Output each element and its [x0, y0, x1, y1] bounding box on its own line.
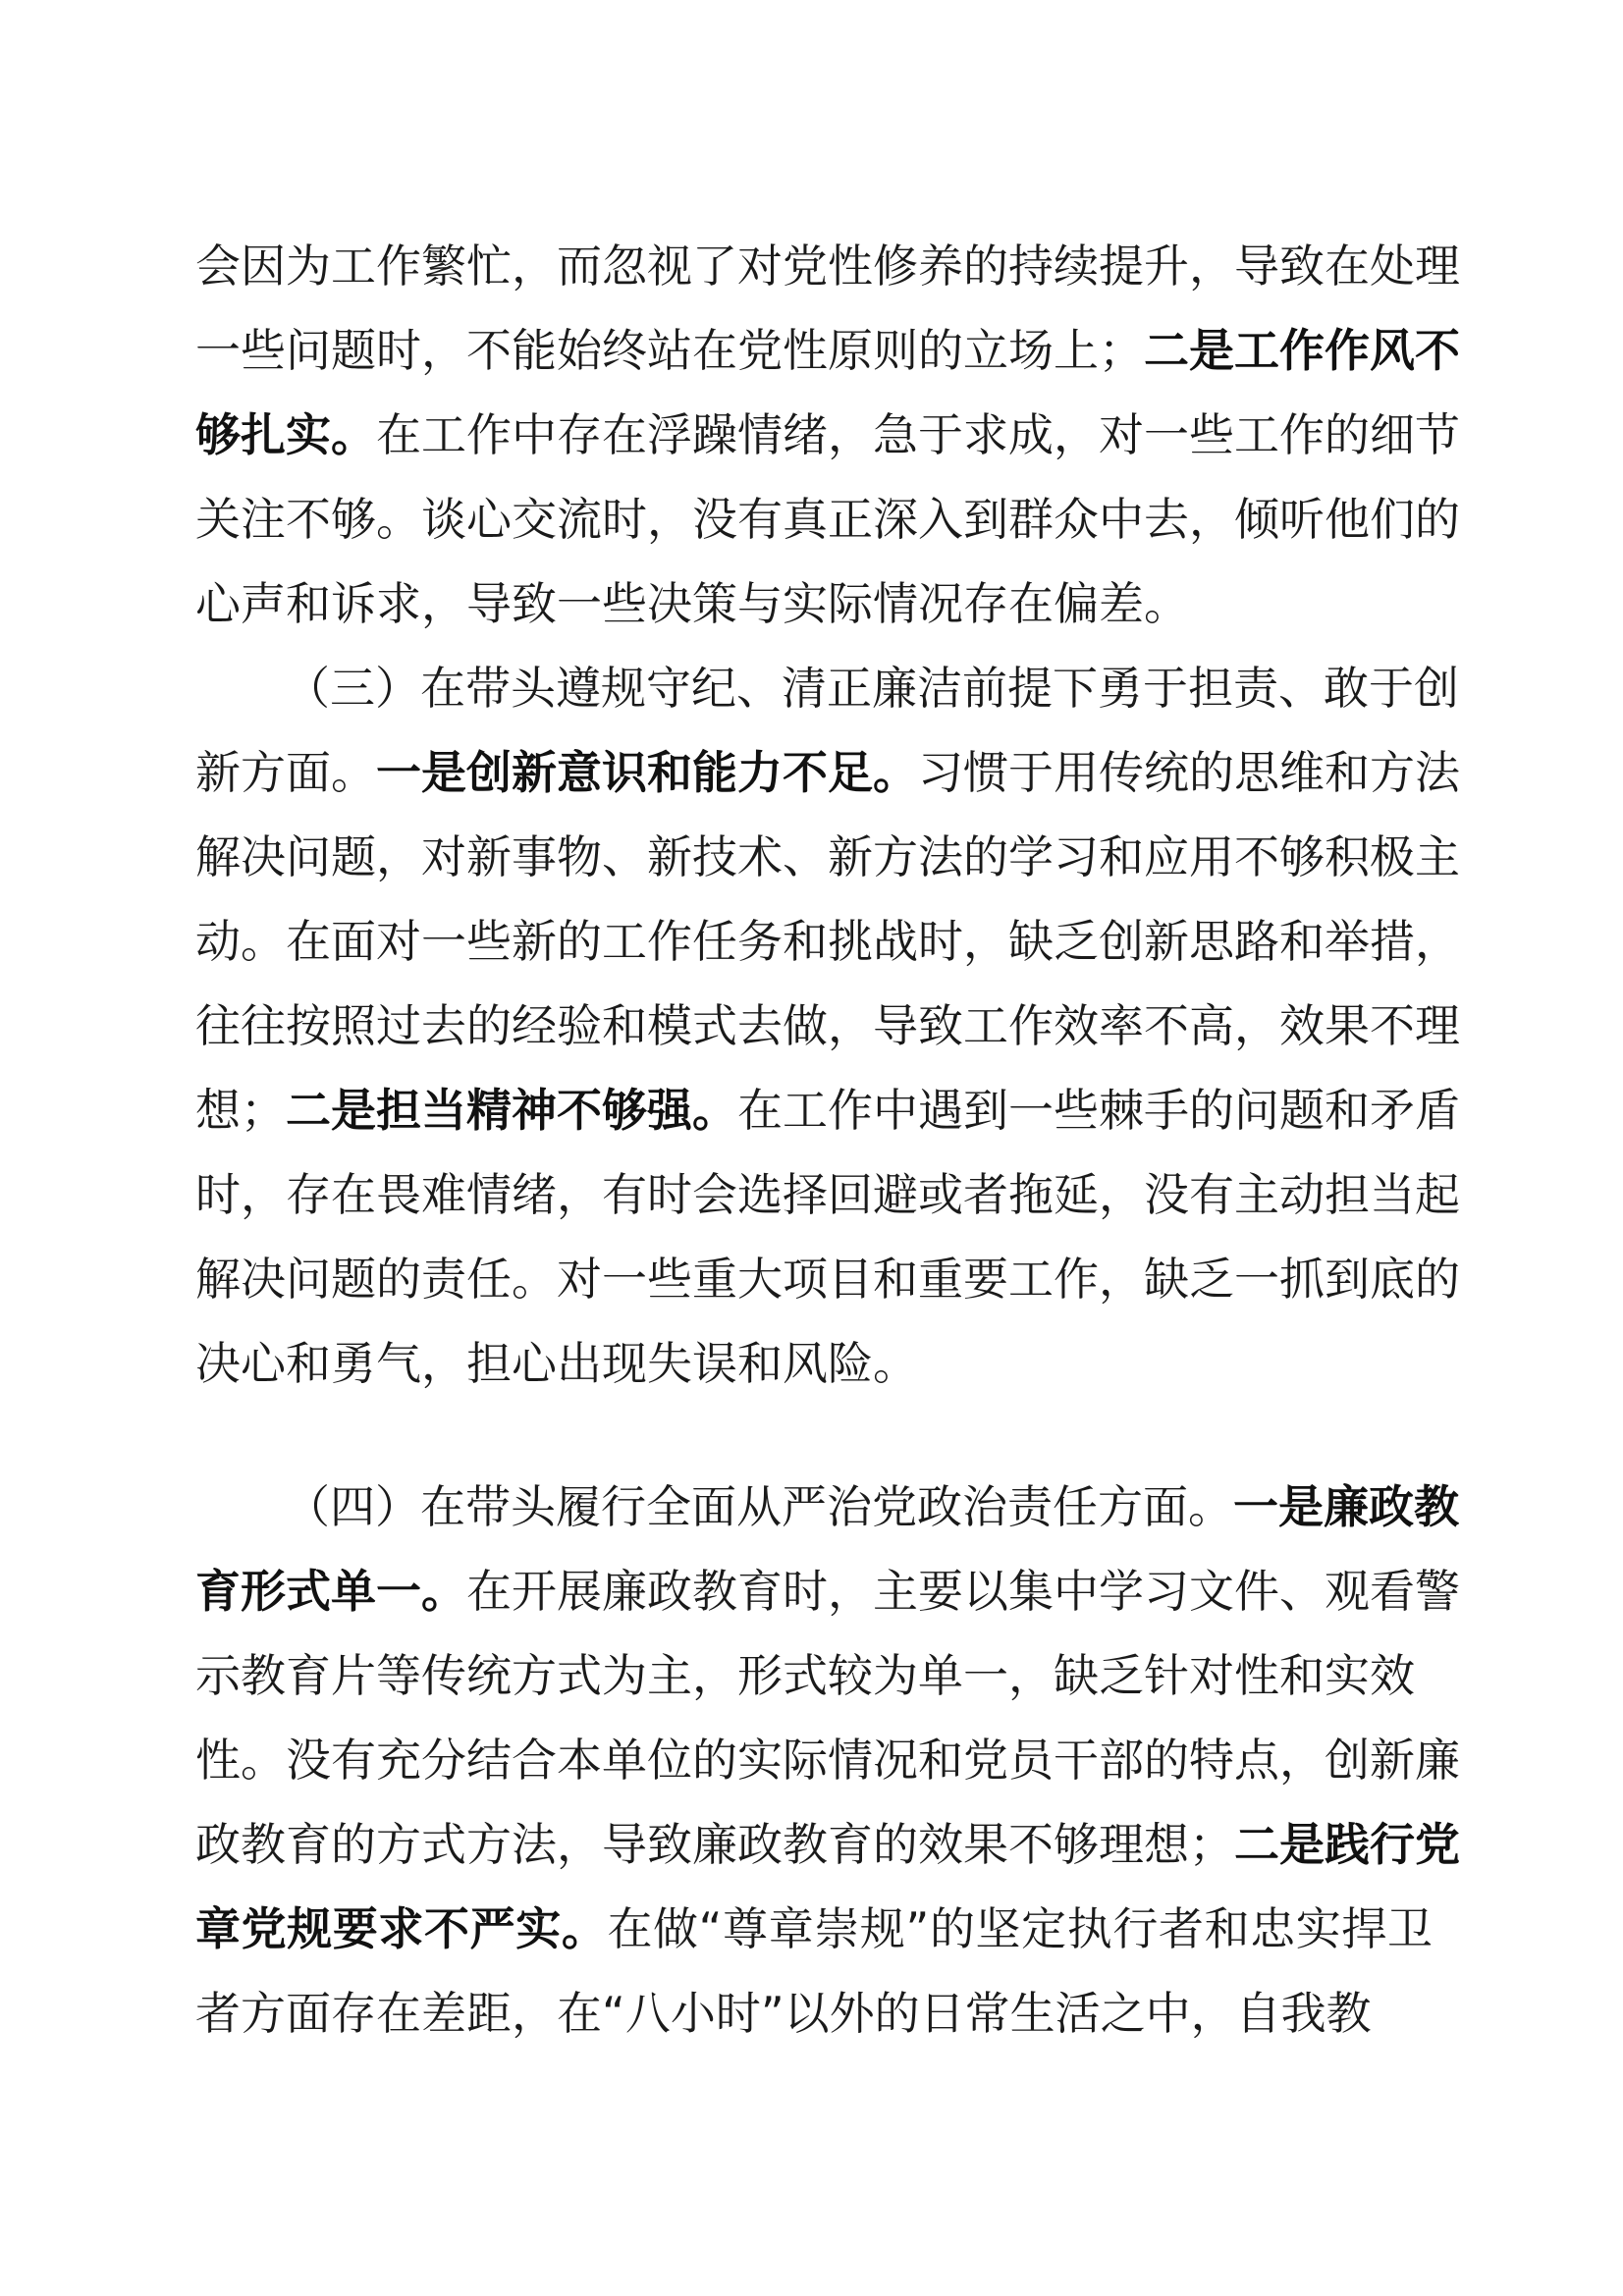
text-line — [195, 224, 1460, 308]
text-run: 会因为工作繁忙，而忽视了对党性修养的持续提升，导致在处理 — [195, 240, 1460, 293]
text-line — [195, 308, 1460, 393]
text-line — [195, 1068, 1460, 1152]
text-run: 在工作中遇到一些棘手的问题和矛盾 — [737, 1084, 1460, 1137]
text-line — [195, 1152, 1460, 1237]
bold-run: 二是工作作风不 — [1144, 324, 1460, 377]
text-line — [195, 1633, 1433, 1718]
bold-run: 够扎实。 — [195, 408, 376, 461]
text-line — [195, 899, 1460, 984]
bold-run: 一是廉政教 — [1233, 1480, 1459, 1533]
text-run: （三）在带头遵规守纪、清正廉洁前提下勇于担责、敢于创 — [285, 662, 1459, 715]
text-run: 心声和诉求，导致一些决策与实际情况存在偏差。 — [195, 577, 1189, 630]
text-run: 习惯于用传统的思维和方法 — [918, 746, 1460, 799]
text-line — [195, 815, 1460, 899]
text-run: 解决问题，对新事物、新技术、新方法的学习和应用不够积极主 — [195, 830, 1460, 883]
text-run: 在工作中存在浮躁情绪，急于求成，对一些工作的细节 — [376, 408, 1460, 461]
text-run: 在开展廉政教育时，主要以集中学习文件、观看警 — [466, 1565, 1460, 1618]
text-run: 往往按照过去的经验和模式去做，导致工作效率不高，效果不理 — [195, 999, 1460, 1052]
bold-run: 二是担当精神不够强。 — [286, 1084, 737, 1137]
text-line — [195, 984, 1460, 1068]
text-run: 决心和勇气，担心出现失误和风险。 — [195, 1337, 918, 1390]
text-line — [195, 1718, 1460, 1802]
bold-run: 章党规要求不严实。 — [195, 1902, 608, 1955]
text-run: 动。在面对一些新的工作任务和挑战时，缺乏创新思路和举措， — [195, 915, 1460, 968]
text-run: 时，存在畏难情绪，有时会选择回避或者拖延，没有主动担当起 — [195, 1168, 1460, 1221]
text-line — [195, 1321, 1433, 1406]
text-line — [195, 1802, 1460, 1887]
text-run: 者方面存在差距，在“八小时”以外的日常生活之中，自我教 — [195, 1987, 1372, 2040]
text-run: 一些问题时，不能始终站在党性原则的立场上； — [195, 324, 1144, 377]
bold-run: 育形式单一。 — [195, 1565, 466, 1618]
text-run: 示教育片等传统方式为主，形式较为单一，缺乏针对性和实效 — [195, 1649, 1415, 1702]
text-line — [195, 1549, 1460, 1633]
text-run: 政教育的方式方法，导致廉政教育的效果不够理想； — [195, 1818, 1234, 1871]
text-run: 关注不够。谈心交流时，没有真正深入到群众中去，倾听他们的 — [195, 493, 1460, 546]
text-line — [195, 1237, 1460, 1321]
text-line — [195, 1971, 1433, 2056]
text-line — [285, 646, 1459, 730]
text-line — [195, 393, 1460, 477]
text-run: 在做“尊章崇规”的坚定执行者和忠实捍卫 — [607, 1902, 1434, 1955]
bold-run: 二是践行党 — [1234, 1818, 1460, 1871]
text-line — [195, 561, 1433, 646]
text-line — [195, 730, 1460, 815]
text-line — [195, 1887, 1433, 1971]
text-run: 想； — [195, 1084, 286, 1137]
text-run: （四）在带头履行全面从严治党政治责任方面。 — [285, 1480, 1233, 1533]
text-line — [195, 477, 1460, 561]
text-run: 新方面。 — [195, 746, 376, 799]
bold-run: 一是创新意识和能力不足。 — [376, 746, 918, 799]
text-run: 性。没有充分结合本单位的实际情况和党员干部的特点，创新廉 — [195, 1734, 1460, 1787]
text-line — [285, 1465, 1459, 1549]
text-run: 解决问题的责任。对一些重大项目和重要工作，缺乏一抓到底的 — [195, 1253, 1460, 1306]
